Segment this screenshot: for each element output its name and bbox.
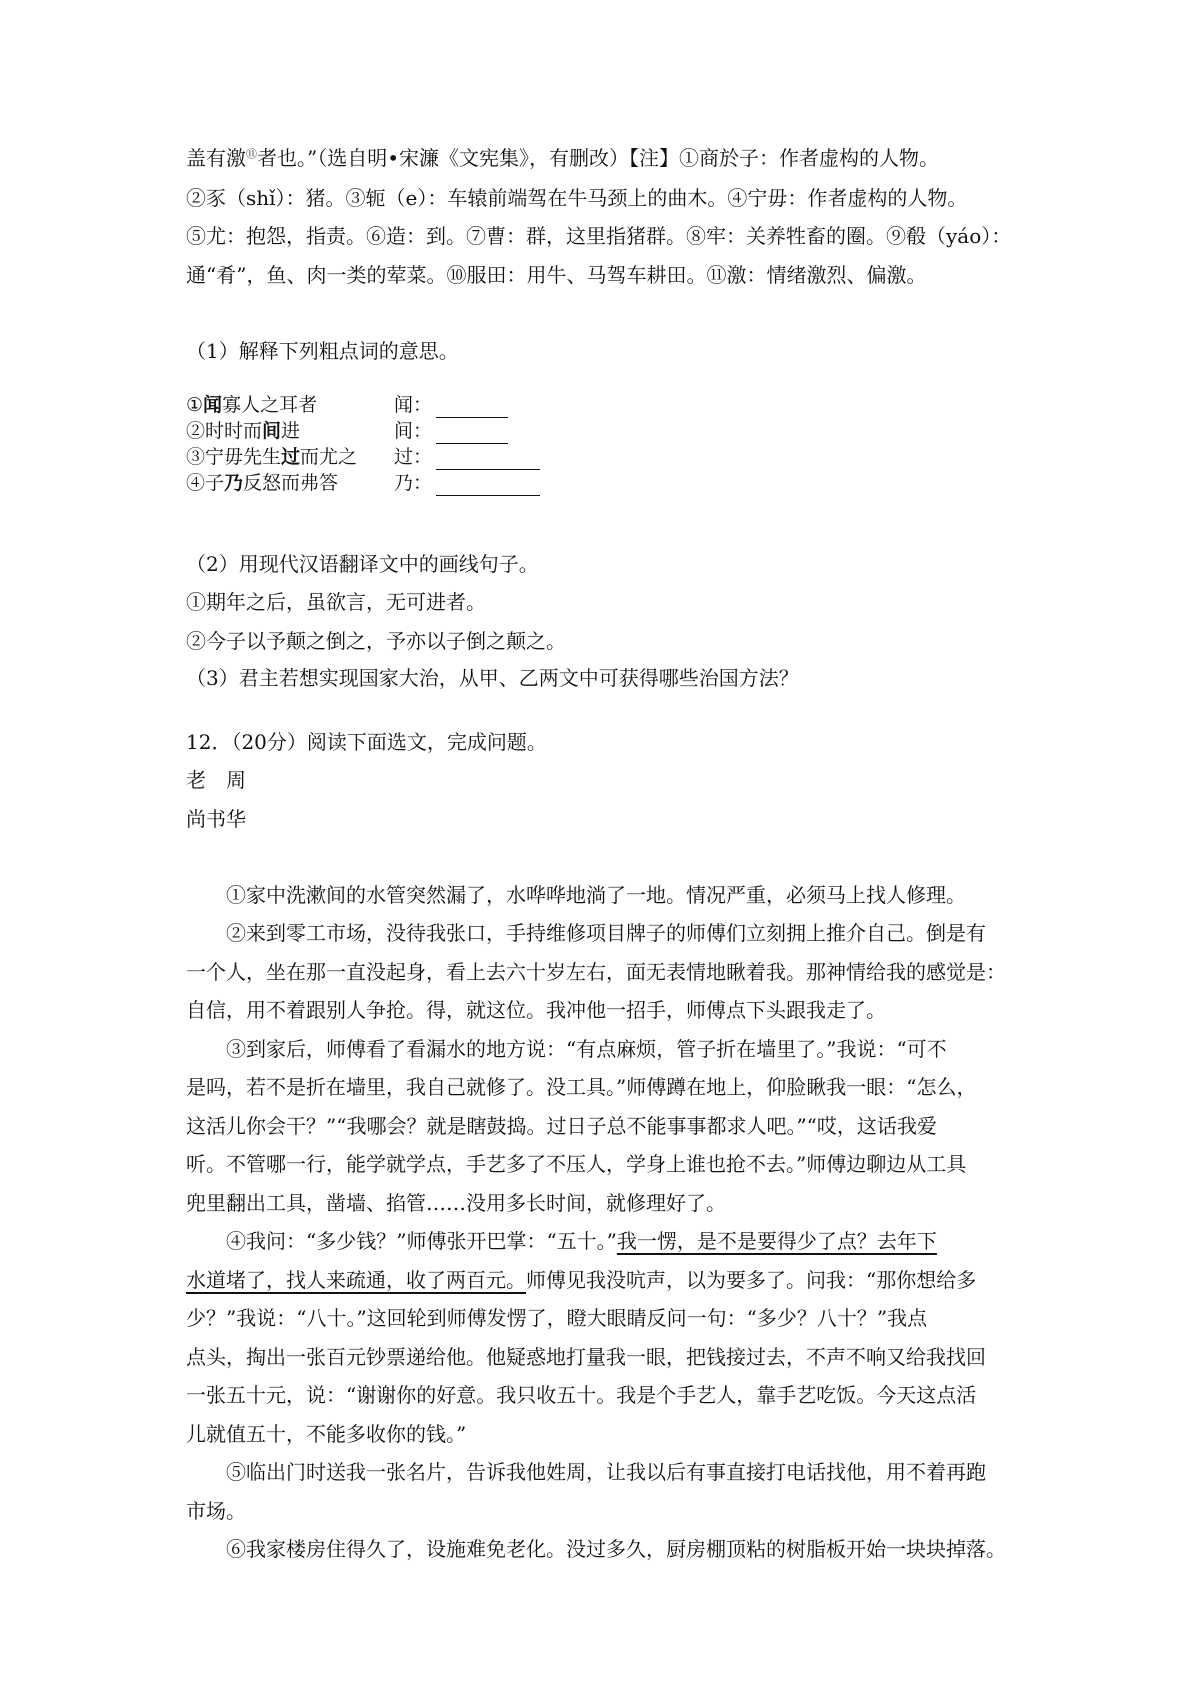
intro-line-3: ⑤尤：抱怨，指责。⑥造：到。⑦曹：群，这里指猪群。⑧牢：关养牲畜的圈。⑨殽（yáo）： xyxy=(186,224,1012,248)
paragraph-5-line-2: 市场。 xyxy=(186,1499,246,1523)
article-title: 老 周 xyxy=(186,768,246,792)
text: ① xyxy=(186,394,204,416)
text: ②时时而 xyxy=(186,420,263,442)
text: 盖有激 xyxy=(186,146,246,170)
underlined-sentence: 我一愣，是不是要得少了点？去年下 xyxy=(616,1229,937,1253)
paragraph-2-line-2: 一个人，坐在那一直没起身，看上去六十岁左右，面无表情地瞅着我。那神情给我的感觉是： xyxy=(186,960,1006,984)
text: 反怒而弗答 xyxy=(243,472,339,494)
paragraph-4-line-3: 少？”我说：“八十。”这回轮到师傅发愣了，瞪大眼睛反问一句：“多少？八十？”我点 xyxy=(186,1306,928,1330)
bold-word: 过 xyxy=(281,446,301,468)
paragraph-3-line-4: 听。不管哪一行，能学就学点，手艺多了不压人，学身上谁也抢不去。”师傅边聊边从工具 xyxy=(186,1152,967,1176)
question-2-title: （2）用现代汉语翻译文中的画线句子。 xyxy=(186,552,539,576)
intro-line-1 xyxy=(186,143,939,173)
answer-label: 过： xyxy=(394,446,433,468)
q2-sentence-1: ①期年之后，虽欲言，无可进者。 xyxy=(186,590,486,614)
paragraph-4-line-5: 一张五十元，说：“谢谢你的好意。我只收五十。我是个手艺人，靠手艺吃饭。今天这点活 xyxy=(186,1383,977,1407)
paragraph-3-line-2: 是吗，若不是折在墙里，我自己就修了。没工具。”师傅蹲在地上，仰脸瞅我一眼：“怎么， xyxy=(186,1075,977,1099)
paragraph-5-line-1: ⑤临出门时送我一张名片，告诉我他姓周，让我以后有事直接打电话找他，用不着再跑 xyxy=(226,1460,986,1484)
question-12-header: 12．（20分）阅读下面选文，完成问题。 xyxy=(186,730,547,754)
answer-label: 闻： xyxy=(394,394,433,416)
intro-line-2: ②豕（shǐ）：猪。③轭（e）：车辕前端驾在牛马颈上的曲木。④宁毋：作者虚构的人物。 xyxy=(186,186,968,210)
paragraph-3-line-3: 这活儿你会干？”“我哪会？就是瞎鼓捣。过日子总不能事事都求人吧。”“哎，这话我爱 xyxy=(186,1114,937,1138)
paragraph-4-line-4: 点头，掏出一张百元钞票递给他。他疑惑地打量我一眼，把钱接过去，不声不响又给我找回 xyxy=(186,1345,986,1369)
bold-word: 乃 xyxy=(224,472,244,494)
q1-item-3 xyxy=(186,444,540,470)
paragraph-2-line-3: 自信，用不着跟别人争抢。得，就这位。我冲他一招手，师傅点下头跟我走了。 xyxy=(186,998,886,1022)
text: ④子 xyxy=(186,472,225,494)
text: 师傅见我没吭声，以为要多了。问我：“那你想给多 xyxy=(526,1268,977,1292)
answer-blank[interactable] xyxy=(436,451,540,470)
paragraph-6-line-1: ⑥我家楼房住得久了，设施难免老化。没过多久，厨房棚顶粘的树脂板开始一块块掉落。 xyxy=(226,1537,1006,1561)
question-3-title: （3）君主若想实现国家大治，从甲、乙两文中可获得哪些治国方法？ xyxy=(186,666,799,690)
paragraph-2-line-1: ②来到零工市场，没待我张口，手持维修项目牌子的师傅们立刻拥上推介自己。倒是有 xyxy=(226,921,986,945)
paragraph-3-line-1: ③到家后，师傅看了看漏水的地方说：“有点麻烦，管子折在墙里了。”我说：“可不 xyxy=(226,1037,947,1061)
text: ③宁毋先生 xyxy=(186,446,282,468)
text: 者也。”（选自明•宋濂《文宪集》，有删改）【注】①商於子：作者虚构的人物。 xyxy=(257,146,940,170)
text: 而尤之 xyxy=(300,446,358,468)
bold-word: 闻 xyxy=(203,394,223,416)
paragraph-4-line-1 xyxy=(226,1226,937,1256)
q1-item-4 xyxy=(186,470,540,496)
answer-blank[interactable] xyxy=(436,477,540,496)
q2-sentence-2: ②今子以予颠之倒之，予亦以子倒之颠之。 xyxy=(186,629,566,653)
paragraph-4-line-6: 儿就值五十，不能多收你的钱。” xyxy=(186,1422,467,1446)
answer-label: 乃： xyxy=(394,472,433,494)
text: 寡人之耳者 xyxy=(222,394,318,416)
text: 进 xyxy=(281,420,301,442)
intro-line-4: 通“肴”，鱼、肉一类的荤菜。⑩服田：用牛、马驾车耕田。⑪激：情绪激烈、偏激。 xyxy=(186,263,927,287)
article-author: 尚书华 xyxy=(186,807,246,831)
paragraph-3-line-5: 兜里翻出工具，凿墙、掐管……没用多长时间，就修理好了。 xyxy=(186,1191,726,1215)
answer-blank[interactable] xyxy=(436,399,508,418)
q1-item-1 xyxy=(186,392,508,418)
paragraph-1: ①家中洗漱间的水管突然漏了，水哗哗地淌了一地。情况严重，必须马上找人修理。 xyxy=(226,883,966,907)
underlined-sentence: 水道堵了，找人来疏通，收了两百元。 xyxy=(186,1268,526,1292)
note-marker: ⑪ xyxy=(246,147,257,161)
paragraph-4-line-2 xyxy=(186,1265,976,1295)
bold-word: 间 xyxy=(262,420,282,442)
question-1-title: （1）解释下列粗点词的意思。 xyxy=(186,339,459,363)
text: ④我问：“多少钱？”师傅张开巴掌：“五十。” xyxy=(226,1229,617,1253)
answer-blank[interactable] xyxy=(436,425,508,444)
q1-item-2 xyxy=(186,418,508,444)
answer-label: 间： xyxy=(394,420,433,442)
